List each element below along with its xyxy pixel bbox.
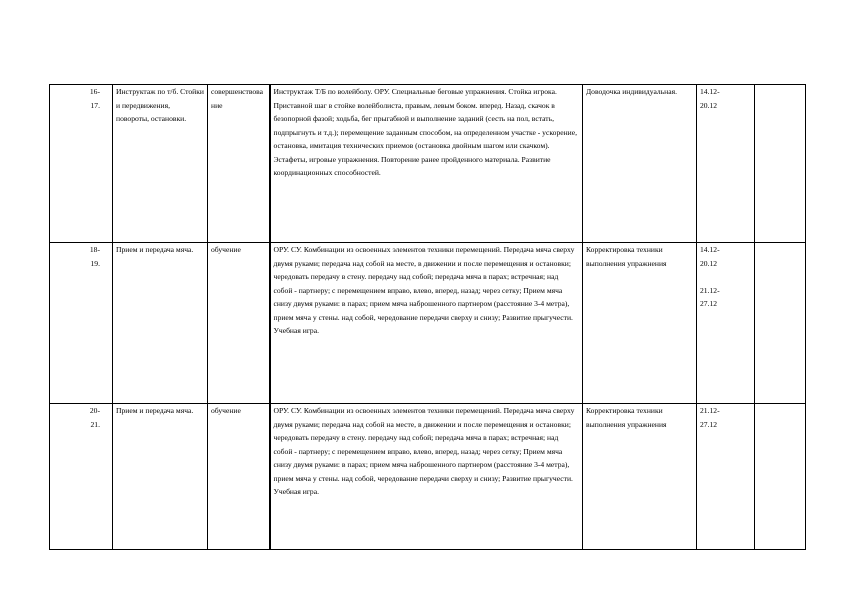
date-start: 14.12-: [700, 87, 720, 96]
date-start: 14.12-: [700, 245, 720, 254]
date-end: 20.12: [700, 258, 718, 268]
lesson-notes: [755, 85, 806, 243]
lesson-topic: Прием и передача мяча.: [113, 404, 208, 550]
date-end: 27.12: [700, 419, 718, 429]
lesson-content: ОРУ. СУ. Комбинации из освоенных элементов техники перемещений. Передача мяча сверху двумя руками; передача над собой на месте, в движении и после перемещения и остановки; чередовать передачу в стену. передачу над собой; передача мяча в парах; встречная; над собой - партнеру; с перемещением вправо, влево, вперед, назад; через сетку; Прием мяча снизу двумя руками: в парах; прием мяча наброшенного партнером (расстояние 3-4 метра), прием мяча у стены. над собой, чередование передачи сверху и снизу; Развитие прыгучести. Учебная игра.: [270, 243, 583, 404]
lesson-dates: [697, 243, 755, 404]
table-row: [50, 243, 806, 404]
lesson-dates: [697, 404, 755, 550]
date-start: 21.12-: [700, 406, 720, 415]
lesson-number: [50, 243, 113, 404]
date-end: 20.12: [700, 100, 718, 110]
lesson-number: [50, 85, 113, 243]
lesson-control: Корректировка техники выполнения упражнения: [583, 243, 697, 404]
lesson-control: Доводочка индивидуальная.: [583, 85, 697, 243]
lesson-dates: [697, 85, 755, 243]
lesson-notes: [755, 243, 806, 404]
lesson-content: Инструктаж Т/Б по волейболу. ОРУ. Специальные беговые упражнения. Стойка игрока. Приставной шаг в стойке волейболиста, правым, левым боком. вперед. Назад, скачок в безопорной фазой; ходьба, бег прыгабной и выполнение заданий (сесть на пол, встать, подпрыгнуть и т.д.); перемещение заданным способом, на определенном участке - ускорение, остановка, имитация технических приемов (остановка двойным шагом или скачком). Эстафеты, игровые упражнения. Повторение ранее пройденного материала. Развитие координационных способностей.: [270, 85, 583, 243]
lesson-control: Корректировка техники выполнения упражнения: [583, 404, 697, 550]
table-row: [50, 85, 806, 243]
lesson-topic: Инструктаж по т/б. Стойки и передвижения, повороты, остановки.: [113, 85, 208, 243]
lesson-content: ОРУ. СУ. Комбинации из освоенных элементов техники перемещений. Передача мяча сверху двумя руками; передача над собой на месте, в движении и после перемещения и остановки; чередовать передачу в стену. передачу над собой; передача мяча в парах; встречная; над собой - партнеру; с перемещением вправо, влево, вперед, назад; через сетку; Прием мяча снизу двумя руками: в парах; прием мяча наброшенного партнером (расстояние 3-4 метра), прием мяча у стены. над собой, чередование передачи сверху и снизу; Развитие прыгучести. Учебная игра.: [270, 404, 583, 550]
lesson-notes: [755, 404, 806, 550]
lesson-number: [50, 404, 113, 550]
lesson-number-start: 20-: [89, 406, 100, 415]
lesson-type: обучение: [208, 404, 270, 550]
lesson-number-start: 16-: [89, 87, 100, 96]
date-start-2: 21.12-: [700, 285, 720, 295]
lesson-plan-table: [49, 84, 806, 550]
lesson-topic: Прием и передача мяча.: [113, 243, 208, 404]
lesson-type: обучение: [208, 243, 270, 404]
table-row: [50, 404, 806, 550]
lesson-type: совершенствование: [208, 85, 270, 243]
lesson-number-start: 18-: [89, 245, 100, 254]
lesson-number-end: 17.: [90, 100, 100, 110]
lesson-number-end: 21.: [90, 419, 100, 429]
date-end-2: 27.12: [700, 299, 718, 308]
lesson-number-end: 19.: [90, 258, 100, 268]
